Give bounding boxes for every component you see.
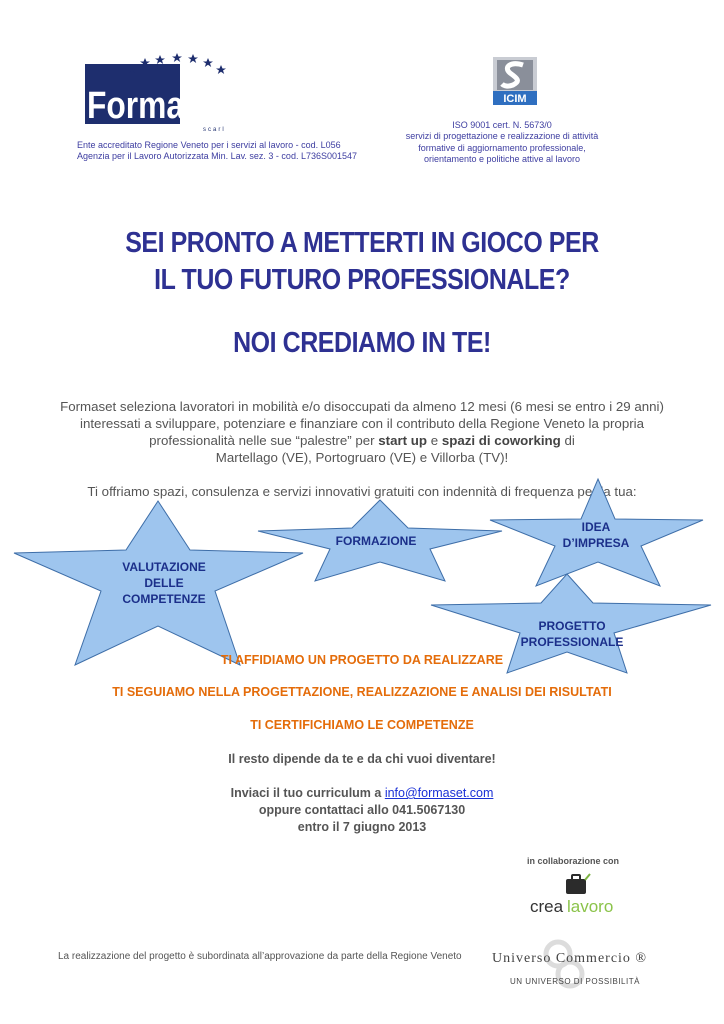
star-label-formazione: FORMAZIONE [335, 534, 417, 548]
svg-text:lavoro: lavoro [567, 897, 614, 916]
iso-line-2: servizi di progettazione e realizzazione di attività [405, 131, 599, 141]
footer-note: La realizzazione del progetto è subordinata all’approvazione da parte della Regione Veneto [58, 951, 462, 962]
promise-3: TI CERTIFICHIAMO LE COMPETENZE [250, 718, 474, 732]
intro-line-4: Martellago (VE), Portogruaro (VE) e Villorba (TV)! [215, 450, 509, 465]
iso-line-1: ISO 9001 cert. N. 5673/0 [452, 120, 552, 130]
closing-phone: oppure contattaci allo 041.5067130 [258, 803, 466, 817]
icim-logo [493, 57, 537, 105]
star-label-idea: IDEA D’IMPRESA [562, 520, 630, 550]
headline-line-2: IL TUO FUTURO PROFESSIONALE? [154, 264, 570, 296]
star-label-progetto: PROGETTO PROFESSIONALE [520, 619, 624, 649]
promise-2: TI SEGUIAMO NELLA PROGETTAZIONE, REALIZZAZIONE E ANALISI DEI RISULTATI [112, 685, 612, 699]
iso-line-4: orientamento e politiche attive al lavoro [423, 154, 581, 164]
universo-commercio-logo [488, 938, 670, 994]
email-link[interactable]: info@formaset.com [384, 786, 494, 800]
formaset-logo [85, 52, 235, 136]
collab-label: in collaborazione con [527, 856, 620, 866]
intro-line-2: interessati a sviluppare, potenziare e finanziare con il contributo della Regione Veneto la propria [80, 416, 644, 431]
accreditation-line-2: Agenzia per il Lavoro Autorizzata Min. Lav. sez. 3 - cod. L736S001547 [77, 151, 358, 161]
svg-text:Universo Commercio ®: Universo Commercio ® [492, 951, 648, 966]
svg-text:Formaset: Formaset [87, 85, 231, 127]
accreditation-line-1: Ente accreditato Regione Veneto per i servizi al lavoro - cod. L056 [77, 140, 341, 150]
star-label-valutazione: VALUTAZIONE DELLE COMPETENZE [122, 560, 206, 606]
crealavoro-logo [527, 870, 627, 922]
headline-line-1: SEI PRONTO A METTERTI IN GIOCO PER [125, 227, 599, 259]
promise-1: TI AFFIDIAMO UN PROGETTO DA REALIZZARE [220, 653, 504, 667]
closing-deadline: entro il 7 giugno 2013 [297, 820, 427, 834]
offer-line: Ti offriamo spazi, consulenza e servizi innovativi gratuiti con indennità di frequenza per la tua: [87, 484, 637, 499]
closing-rest: Il resto dipende da te e da chi vuoi diventare! [228, 752, 496, 766]
headline-line-3: NOI CREDIAMO IN TE! [233, 327, 491, 359]
svg-text:scarl: scarl [203, 127, 226, 133]
intro-line-1: Formaset seleziona lavoratori in mobilità e/o disoccupati da almeno 12 mesi (6 mesi se entro i 29 anni) [60, 399, 664, 414]
svg-text:ICIM: ICIM [503, 93, 527, 105]
closing-send: Inviaci il tuo curriculum a info@formaset.com [230, 786, 494, 800]
iso-line-3: formative di aggiornamento professionale, [418, 143, 586, 153]
svg-text:UN UNIVERSO DI POSSIBILITÀ: UN UNIVERSO DI POSSIBILITÀ [510, 977, 640, 986]
svg-text:crea: crea [530, 897, 564, 916]
intro-line-3: professionalità nelle sue “palestre” per start up e spazi di coworking di [149, 433, 575, 448]
